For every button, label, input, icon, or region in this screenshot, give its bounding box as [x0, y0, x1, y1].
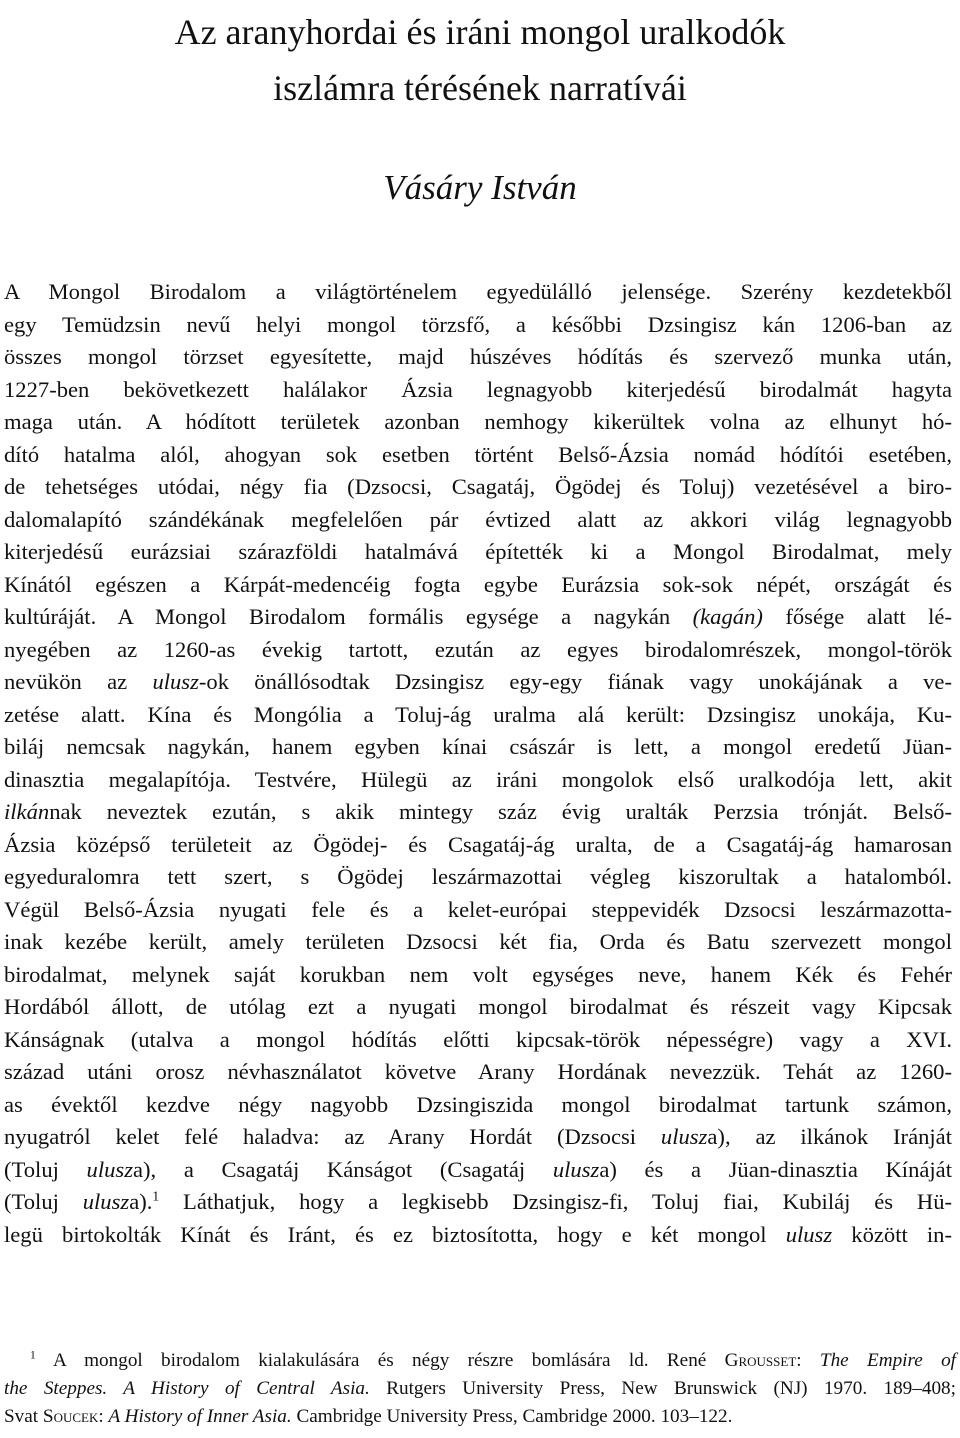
text-line: zetése alatt. Kína és Mongólia a Toluj-ág uralma alá került: Dzsingisz unokája, Ku- — [4, 701, 952, 727]
text-line: Végül Belső-Ázsia nyugati fele és a kelet-európai steppevidék Dzsocsi leszármazotta- — [4, 896, 952, 922]
text-line: 1227-ben bekövetkezett halálakor Ázsia legnagyobb kiterjedésű birodalmát hagyta — [4, 376, 952, 402]
italic-term: ulusz — [86, 1156, 133, 1182]
italic-term: ulusz — [82, 1189, 130, 1214]
text-line: dalomalapító szándékának megfelelően pár évtized alatt az akkori világ legnagyobb — [4, 506, 952, 532]
footnote-line: $^1$ A mongol birodalom kialakulására és négy részre bomlására ld. René Grousset: The Empire of — [30, 1349, 956, 1371]
text-line: század utáni orosz névhasználatot követve Arany Hordának nevezzük. Tehát az 1260- — [4, 1059, 952, 1084]
italic-term: ulusz — [552, 1156, 600, 1182]
italic-term: ulusz — [785, 1221, 833, 1247]
text-line: birodalmat, melynek saját korukban nem volt egységes neve, hanem Kék és Fehér — [4, 961, 952, 987]
text-line: maga után. A hódított területek azonban nemhogy kikerültek volna az elhunyt hó- — [4, 409, 952, 434]
italic-term: (kagán) — [692, 604, 763, 629]
author-smallcaps: Grousset — [724, 1350, 797, 1371]
text-line: Kánságnak (utalva a mongol hódítás előtti kipcsak-török népességre) vagy a XVI. — [4, 1026, 952, 1052]
text-line: de tehetséges utódai, négy fia (Dzsocsi, Csagatáj, Ögödej és Toluj) vezetésével a biro- — [4, 474, 952, 499]
author-smallcaps: Soucek — [42, 1406, 99, 1427]
text-line: nyugatról kelet felé haladva: az Arany Hordát (Dzsocsi ulusza), az ilkánok Iránját — [4, 1124, 952, 1149]
text-line: (Toluj ulusza), a Csagatáj Kánságot (Csagatáj ulusza) és a Jüan-dinasztia Kínáját — [4, 1156, 952, 1182]
text-line: egy Temüdzsin nevű helyi mongol törzsfő, a későbbi Dzsingisz kán 1206-ban az — [4, 311, 952, 337]
italic-term: ulusz — [152, 669, 199, 694]
italic-term: ilkán — [4, 799, 50, 824]
footnote-line: the Steppes. A History of Central Asia. Rutgers University Press, New Brunswick (NJ) 1970. 189–408; — [4, 1378, 956, 1399]
page-title — [0, 4, 960, 116]
footnote-line: Svat Soucek: A History of Inner Asia. Cambridge University Press, Cambridge 2000. 103–122. — [4, 1406, 733, 1427]
text-line: dinasztia megalapítója. Testvére, Hülegü az iráni mongolok első uralkodója lett, akit — [4, 766, 952, 792]
text-line: legü birtokolták Kínát és Iránt, és ez biztosította, hogy e két mongol ulusz között in- — [4, 1221, 952, 1247]
text-line: Kínától egészen a Kárpát-medencéig fogta egybe Eurázsia sok-sok népét, országát és — [4, 571, 952, 597]
text-line: kultúráját. A Mongol Birodalom formális egysége a nagykán (kagán) fősége alatt lé- — [4, 604, 952, 629]
text-line: összes mongol törzset egyesítette, majd húszéves hódítás és szervező munka után, — [4, 344, 952, 369]
text-line: ilkánnak neveztek ezután, s akik mintegy száz évig uralták Perzsia trónját. Belső- — [4, 799, 952, 824]
text-line: dító hatalma alól, ahogyan sok esetben történt Belső-Ázsia nomád hódítói esetében, — [4, 441, 952, 467]
book-title: the Steppes. A History of Central Asia. — [4, 1378, 370, 1399]
text-line: Ázsia középső területeit az Ögödej- és Csagatáj-ág uralta, de a Csagatáj-ág hamarosan — [4, 831, 952, 857]
italic-term: ulusz — [660, 1124, 708, 1149]
text-line: nyegében az 1260-as évekig tartott, ezután az egyes birodalomrészek, mongol-török — [4, 636, 952, 662]
text-line: biláj nemcsak nagykán, hanem egyben kínai császár is lett, a mongol eredetű Jüan- — [4, 734, 952, 759]
text-line: inak kezébe került, amely területen Dzsocsi két fia, Orda és Batu szervezett mongol — [4, 929, 952, 954]
text-line: A Mongol Birodalom a világtörténelem egyedülálló jelensége. Szerény kezdetekből — [4, 279, 952, 304]
text-line: kiterjedésű eurázsiai szárazföldi hatalmává építették ki a Mongol Birodalmat, mely — [4, 539, 952, 564]
book-title: A History of Inner Asia. — [108, 1406, 292, 1427]
author-name: Vásáry István — [383, 168, 577, 207]
text-line: as évektől kezdve négy nagyobb Dzsingiszida mongol birodalmat tartunk számon, — [4, 1091, 952, 1117]
text-line: egyeduralomra tett szert, s Ögödej leszármazottai végleg kiszorultak a hatalomból. — [4, 864, 952, 889]
text-line: Hordából állott, de utólag ezt a nyugati mongol birodalmat és részeit vagy Kipcsak — [4, 994, 952, 1019]
text-line: (Toluj ulusza).$^1$ Láthatjuk, hogy a legkisebb Dzsingisz-fi, Toluj fiai, Kubiláj és Hü- — [4, 1188, 953, 1214]
footnote-number: 1 — [30, 1349, 36, 1362]
body-paragraph — [4, 276, 952, 1251]
footnote-ref[interactable]: 1 — [152, 1188, 160, 1204]
footnote — [4, 1347, 956, 1431]
book-title: The Empire of — [819, 1350, 956, 1371]
title-line-2: iszlámra térésének narratívái — [273, 68, 687, 108]
text-line: nevükön az ulusz-ok önállósodtak Dzsingisz egy-egy fiának vagy unokájának a ve- — [4, 669, 952, 694]
title-line-1: Az aranyhordai és iráni mongol uralkodók — [174, 12, 786, 52]
